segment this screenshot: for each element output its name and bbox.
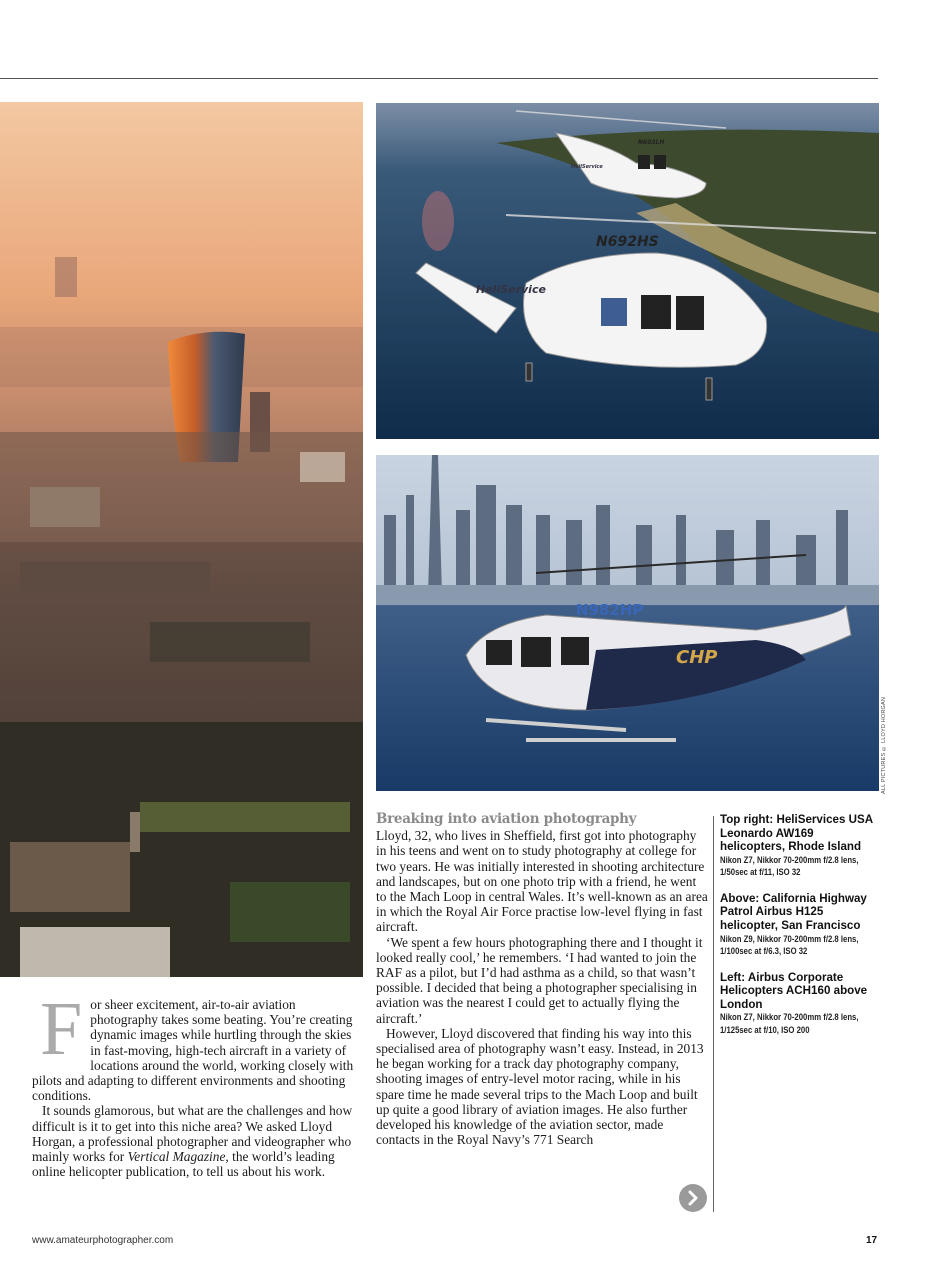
intro-text: , the world’s leading online helicopter publication, to tell us about his work. [32,1149,335,1180]
caption-spec: Nikon Z7, Nikkor 70-200mm f/2.8 lens, 1/125sec at f/10, ISO 200 [720,1012,859,1035]
article-subheading: Breaking into aviation photography [376,811,637,827]
intro-paragraph [32,1103,362,1179]
caption-title: Top right: HeliServices USA Leonardo AW169 helicopters, Rhode Island [720,813,873,854]
intro-text: It sounds glamorous, but what are the challenges and how difficult is it to get into this niche area? We asked Lloyd Horgan, a professional photographer and videographer who mainly works for [32,1103,353,1165]
caption-spec: Nikon Z7, Nikkor 70-200mm f/2.8 lens, 1/50sec at f/11, ISO 32 [720,854,859,878]
header-rule [0,78,878,79]
continue-arrow-button[interactable] [679,1184,707,1212]
footer-url-link[interactable]: www.amateurphotographer.com [32,1235,174,1246]
photo-credit: ALL PICTURES © LLOYD HORGAN [881,696,887,794]
top-heli-livery: HeliService [476,283,546,296]
top-heli-registration: N692HS [596,234,659,250]
article-paragraph: ‘We spent a few hours photographing there and I thought it looked really cool,’ he remembers. ‘I had wanted to join the RAF as a pilot, but I’d had asthma as a child, so that wasn’t possible. I decided that being a photographer specialising in aviation was the nearest I could get to actually flying the aircraft.’ [376,934,703,1026]
mid-heli-livery: CHP [676,647,718,668]
caption-title: Left: Airbus Corporate Helicopters ACH160 above London [720,970,868,1011]
captions-column [720,813,880,1049]
caption-title: Above: California Highway Patrol Airbus H125 helicopter, San Francisco [720,891,867,932]
drop-cap: F [40,987,83,1071]
rear-heli-livery: HeliService [571,164,603,170]
caption-above [720,892,880,958]
magazine-name: Vertical Magazine [127,1149,226,1165]
column-divider [713,816,714,1212]
london-aerial-photo [0,102,363,977]
intro-column [32,987,362,1180]
mid-heli-registration: N982HP [576,601,644,619]
heliservice-helicopters-photo [376,103,879,439]
caption-spec: Nikon Z9, Nikkor 70-200mm f/2.8 lens, 1/100sec at f/6.3, ISO 32 [720,933,859,957]
page-number: 17 [866,1235,878,1246]
intro-paragraph: or sheer excitement, air-to-air aviation photography takes some beating. You’re creating dynamic images while hurtling through the skies in fast-moving, high-tech aircraft in a variety of locations around the world, working closely with pilots and adapting to different environments and shooting conditions. [32,997,354,1104]
article-paragraph: Lloyd, 32, who lives in Sheffield, first got into photography in his teens and went on to study photography at college for two years. He was initially interested in shooting architecture and landscapes, but on one photo trip with a friend, he went to the Mach Loop in central Wales. It’s well-known as an area in which the Royal Air Force practise low-level flying in fast aircraft. [376,828,708,935]
caption-top-right [720,813,880,879]
article-paragraph: However, Lloyd discovered that finding his way into this specialised area of photography wasn’t easy. Instead, in 2013 he began working for a track day photography company, shooting images of entry-level motor racing, while in his spare time he made several trips to the Mach Loop and built up quite a good library of aviation images. He also further developed his knowledge of the aviation sector, made contacts in the Royal Navy’s 771 Search [376,1025,704,1148]
article-column [376,812,709,1147]
rear-heli-registration: N603LH [638,139,665,146]
chp-helicopter-photo [376,455,879,791]
chevron-right-icon [685,1190,701,1206]
caption-left [720,971,880,1037]
